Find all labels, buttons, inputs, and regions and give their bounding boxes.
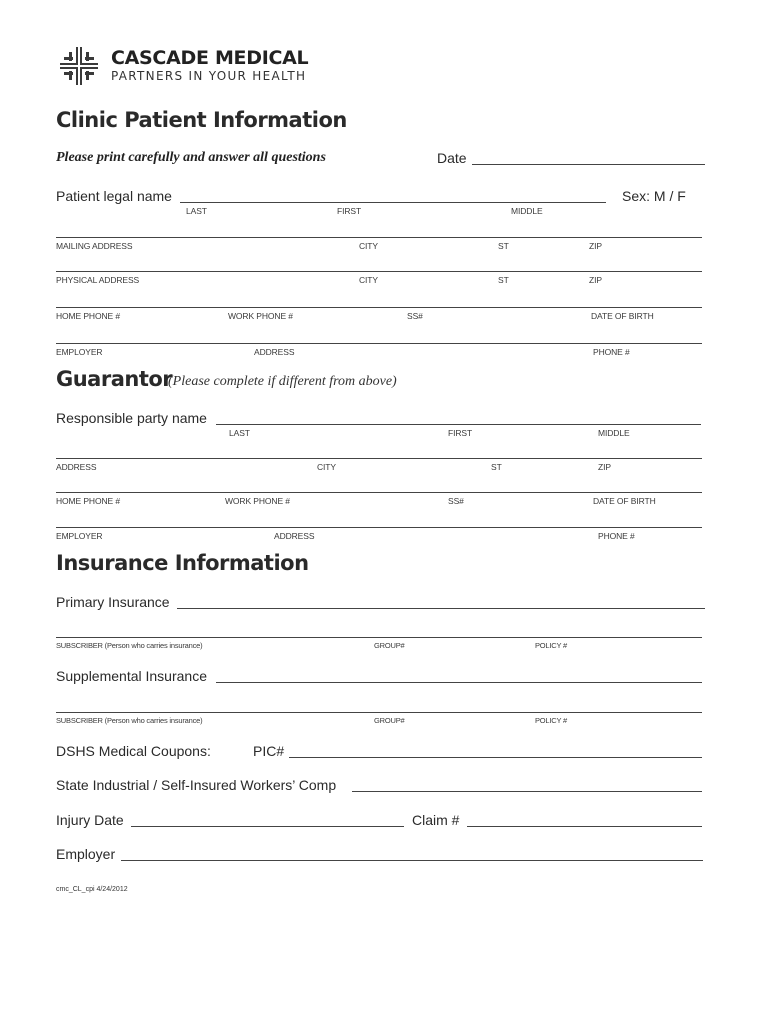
claim-field[interactable]: [467, 826, 702, 827]
guarantor-note: (Please complete if different from above): [168, 374, 397, 389]
guarantor-phone-row-field[interactable]: [56, 492, 702, 493]
physical-address-field[interactable]: [56, 271, 702, 272]
first-name-caption: FIRST: [337, 206, 362, 216]
guarantor-middle-caption: MIDDLE: [598, 428, 630, 438]
supplemental-insurance-field[interactable]: [216, 682, 702, 683]
brand-tagline: PARTNERS IN YOUR HEALTH: [111, 69, 307, 83]
guarantor-employer-phone-caption: PHONE #: [598, 531, 635, 541]
guarantor-employer-caption: EMPLOYER: [56, 531, 103, 541]
workers-comp-label: State Industrial / Self-Insured Workers’ Comp: [56, 777, 337, 793]
responsible-party-label: Responsible party name: [56, 410, 207, 426]
mailing-state-caption: ST: [498, 241, 509, 251]
middle-name-caption: MIDDLE: [511, 206, 543, 216]
patient-phone-row-field[interactable]: [56, 307, 702, 308]
dshs-label: DSHS Medical Coupons:: [56, 743, 211, 759]
supplemental-subscriber-field[interactable]: [56, 712, 702, 713]
brand-name: CASCADE MEDICAL: [111, 47, 309, 69]
guarantor-home-phone-caption: HOME PHONE #: [56, 496, 120, 506]
physical-city-caption: CITY: [359, 275, 378, 285]
guarantor-ss-caption: SS#: [448, 496, 464, 506]
patient-name-field[interactable]: [180, 202, 606, 203]
page-title: Clinic Patient Information: [56, 108, 347, 132]
physical-state-caption: ST: [498, 275, 509, 285]
date-label: Date: [437, 150, 467, 166]
pic-label: PIC#: [253, 743, 285, 759]
primary-group-caption: GROUP#: [374, 641, 405, 650]
guarantor-dob-caption: DATE OF BIRTH: [593, 496, 656, 506]
primary-insurance-field[interactable]: [177, 608, 705, 609]
employer-phone-caption: PHONE #: [593, 347, 630, 357]
employer-address-caption: ADDRESS: [254, 347, 295, 357]
guarantor-work-phone-caption: WORK PHONE #: [225, 496, 290, 506]
supplemental-policy-caption: POLICY #: [535, 716, 568, 725]
home-phone-caption: HOME PHONE #: [56, 311, 120, 321]
physical-address-caption: PHYSICAL ADDRESS: [56, 275, 140, 285]
employer-caption: EMPLOYER: [56, 347, 103, 357]
work-phone-caption: WORK PHONE #: [228, 311, 293, 321]
injury-date-field[interactable]: [131, 826, 404, 827]
primary-policy-caption: POLICY #: [535, 641, 568, 650]
instructions: Please print carefully and answer all questions: [56, 150, 326, 165]
guarantor-last-caption: LAST: [229, 428, 250, 438]
primary-insurance-label: Primary Insurance: [56, 594, 170, 610]
sex-label[interactable]: Sex: M / F: [622, 188, 686, 204]
mailing-city-caption: CITY: [359, 241, 378, 251]
guarantor-address-caption: ADDRESS: [56, 462, 97, 472]
primary-subscriber-caption: SUBSCRIBER (Person who carries insurance): [56, 641, 203, 650]
guarantor-heading: Guarantor: [56, 367, 173, 391]
ss-caption: SS#: [407, 311, 423, 321]
workers-comp-field[interactable]: [352, 791, 702, 792]
dob-caption: DATE OF BIRTH: [591, 311, 654, 321]
insurance-employer-field[interactable]: [121, 860, 703, 861]
injury-date-label: Injury Date: [56, 812, 124, 828]
guarantor-state-caption: ST: [491, 462, 502, 472]
physical-zip-caption: ZIP: [589, 275, 602, 285]
pic-field[interactable]: [289, 757, 702, 758]
patient-employer-field[interactable]: [56, 343, 702, 344]
guarantor-employer-address-caption: ADDRESS: [274, 531, 315, 541]
form-code: cmc_CL_cpi 4/24/2012: [56, 886, 128, 893]
guarantor-city-caption: CITY: [317, 462, 336, 472]
mailing-address-caption: MAILING ADDRESS: [56, 241, 133, 251]
insurance-employer-label: Employer: [56, 846, 116, 862]
mailing-zip-caption: ZIP: [589, 241, 602, 251]
patient-name-label: Patient legal name: [56, 188, 172, 204]
guarantor-first-caption: FIRST: [448, 428, 473, 438]
guarantor-zip-caption: ZIP: [598, 462, 611, 472]
last-name-caption: LAST: [186, 206, 207, 216]
primary-subscriber-field[interactable]: [56, 637, 702, 638]
insurance-heading: Insurance Information: [56, 551, 309, 575]
supplemental-group-caption: GROUP#: [374, 716, 405, 725]
guarantor-address-field[interactable]: [56, 458, 702, 459]
claim-label: Claim #: [412, 812, 460, 828]
date-field[interactable]: [472, 164, 705, 165]
guarantor-employer-field[interactable]: [56, 527, 702, 528]
supplemental-insurance-label: Supplemental Insurance: [56, 668, 207, 684]
supplemental-subscriber-caption: SUBSCRIBER (Person who carries insurance): [56, 716, 203, 725]
mailing-address-field[interactable]: [56, 237, 702, 238]
responsible-party-field[interactable]: [216, 424, 701, 425]
cross-pattern-logo-icon: [60, 47, 98, 85]
